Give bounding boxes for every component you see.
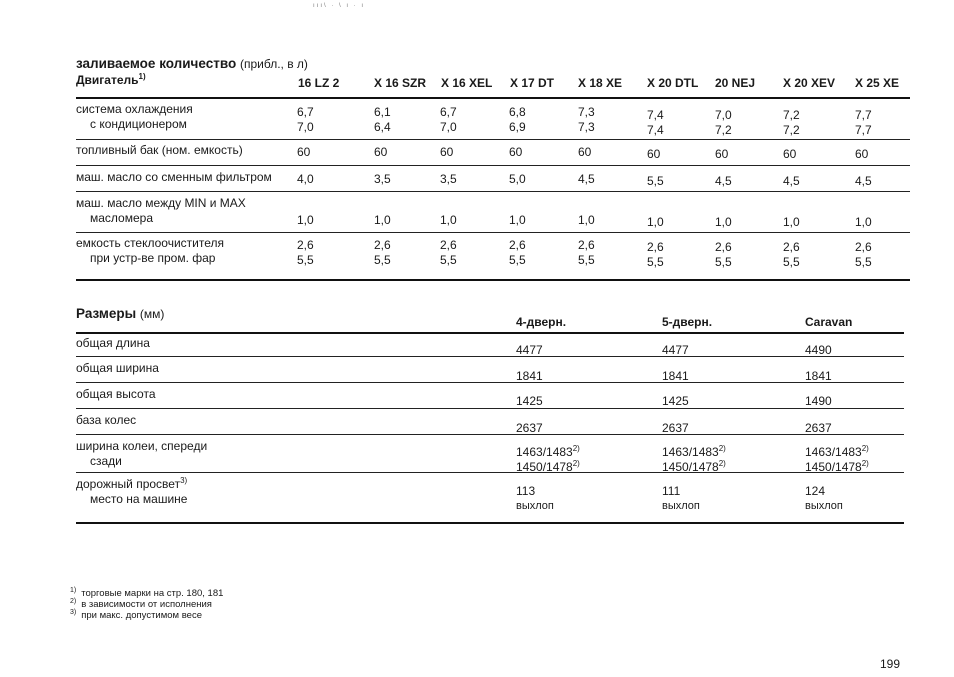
capacity-row-label-line: при устр-ве пром. фар xyxy=(90,250,216,265)
capacity-value xyxy=(440,105,457,135)
dimension-value-line: 1463/1483$^{2)}$ xyxy=(516,444,580,459)
capacity-value xyxy=(578,198,595,228)
capacity-value-line: 7,2 xyxy=(783,108,800,122)
capacity-value-line: 4,5 xyxy=(855,174,872,188)
capacity-title xyxy=(76,56,308,71)
dimension-value-line: выхлоп xyxy=(805,500,843,512)
dimension-row-label-line: общая длина xyxy=(76,336,150,350)
capacity-header-rule xyxy=(76,97,910,99)
dimension-value xyxy=(516,394,543,409)
capacity-value-line: 2,6 xyxy=(647,240,664,254)
capacity-value-line: 1,0 xyxy=(647,215,664,229)
capacity-title-note: (прибл., в л) xyxy=(239,57,308,71)
capacity-value xyxy=(855,174,872,189)
footnote-mark: 1) xyxy=(70,587,77,594)
dimension-row-rule xyxy=(76,356,904,357)
capacity-value-line: 60 xyxy=(297,145,311,159)
capacity-value xyxy=(509,238,526,268)
dimension-value-line: 1425 xyxy=(662,394,689,408)
dimension-row-rule xyxy=(76,434,904,435)
capacity-row-label xyxy=(76,102,193,131)
footnote-text: в зависимости от исполнения xyxy=(81,599,212,610)
dimension-value-line: 1841 xyxy=(516,369,543,383)
capacity-value xyxy=(647,174,664,189)
capacity-value xyxy=(715,108,732,138)
capacity-value-line: 1,0 xyxy=(783,215,800,229)
capacity-value-line: 1,0 xyxy=(440,213,457,227)
dimension-value-ref: 2) xyxy=(572,444,580,453)
capacity-value-line: 5,5 xyxy=(783,255,800,269)
dimension-row-rule xyxy=(76,472,904,473)
dimension-row-label-line: общая высота xyxy=(76,387,156,401)
capacity-value-line: 6,7 xyxy=(440,105,457,119)
capacity-value-line: 6,1 xyxy=(374,105,391,119)
capacity-value xyxy=(297,198,314,228)
dimension-row-label xyxy=(76,413,136,428)
capacity-row-label-line: маш. масло между MIN и MAX xyxy=(76,196,246,210)
capacity-value-line: 1,0 xyxy=(855,215,872,229)
capacity-value-line: 7,0 xyxy=(715,108,732,122)
dimensions-title-note: (мм) xyxy=(139,307,165,321)
capacity-row-label xyxy=(76,196,246,225)
capacity-value-line: 5,5 xyxy=(647,174,664,188)
capacity-value-line: 5,5 xyxy=(297,253,314,267)
capacity-value xyxy=(440,238,457,268)
capacity-value-line xyxy=(578,198,595,213)
capacity-value-line xyxy=(855,200,872,215)
dimension-row-label-line: ширина колеи, спереди xyxy=(76,439,208,453)
dimension-row-label-line: сзади xyxy=(90,453,122,468)
dimension-value-line: 1450/1478$^{2)}$ xyxy=(805,459,869,474)
dimension-header-2: Caravan xyxy=(805,315,853,329)
capacity-value-line: 5,0 xyxy=(509,172,526,186)
scan-mark: ııı\ · \ ı · ı xyxy=(313,3,365,9)
capacity-value xyxy=(578,172,595,187)
capacity-row-label-line: с кондиционером xyxy=(90,116,187,131)
capacity-value-line: 3,5 xyxy=(374,172,391,186)
capacity-value-line: 7,3 xyxy=(578,105,595,119)
capacity-row-label xyxy=(76,170,272,185)
capacity-value-line: 6,7 xyxy=(297,105,314,119)
capacity-value xyxy=(509,172,526,187)
engine-header-x-17-dt: X 17 DT xyxy=(510,76,555,90)
capacity-value xyxy=(647,108,664,138)
capacity-value-line: 60 xyxy=(783,147,797,161)
dimension-value-line: 1463/1483$^{2)}$ xyxy=(805,444,869,459)
capacity-value-line: 5,5 xyxy=(855,255,872,269)
capacity-value xyxy=(440,145,453,160)
capacity-value-line: 6,9 xyxy=(509,120,526,134)
capacity-value xyxy=(855,108,872,138)
capacity-row-label-line: топливный бак (ном. емкость) xyxy=(76,143,243,157)
dimension-value xyxy=(662,445,726,475)
dimension-value-line: 1490 xyxy=(805,394,832,408)
footnote-text: торговые марки на стр. 180, 181 xyxy=(81,588,224,599)
capacity-value-line: 60 xyxy=(374,145,388,159)
capacity-value-line xyxy=(440,198,457,213)
capacity-value xyxy=(374,172,391,187)
dimension-value-line: 2637 xyxy=(805,421,832,435)
capacity-value-line: 5,5 xyxy=(374,253,391,267)
dimension-row-label-line: дорожный просвет$^{3)}$ xyxy=(76,476,188,491)
capacity-value xyxy=(509,145,522,160)
capacity-value-line: 5,5 xyxy=(578,253,595,267)
capacity-value-line: 3,5 xyxy=(440,172,457,186)
dimension-value xyxy=(516,484,554,514)
capacity-value xyxy=(374,238,391,268)
capacity-value-line: 2,6 xyxy=(509,238,526,252)
capacity-value xyxy=(715,240,732,270)
engine-header-x-18-xe: X 18 XE xyxy=(578,76,623,90)
dimension-row-label-line: место на машине xyxy=(90,491,188,506)
dimension-value xyxy=(516,445,580,475)
capacity-value-line: 60 xyxy=(715,147,729,161)
capacity-value xyxy=(509,105,526,135)
dimension-value-ref: 2) xyxy=(718,444,726,453)
dimension-row-label xyxy=(76,387,156,402)
dimension-value xyxy=(662,484,700,514)
capacity-value-line: 7,4 xyxy=(647,108,664,122)
capacity-value-line: 5,5 xyxy=(647,255,664,269)
capacity-value-line: 2,6 xyxy=(440,238,457,252)
capacity-value xyxy=(374,105,391,135)
capacity-value xyxy=(855,147,868,162)
dimension-value-line: выхлоп xyxy=(516,500,554,512)
dimension-value-line: 1841 xyxy=(805,369,832,383)
dimension-value xyxy=(805,484,843,514)
dimension-value-line: 2637 xyxy=(662,421,689,435)
capacity-value xyxy=(374,198,391,228)
engine-header-20-nej: 20 NEJ xyxy=(715,76,756,90)
capacity-value xyxy=(374,145,387,160)
capacity-row-rule xyxy=(76,232,910,233)
capacity-row-label-line: маш. масло со сменным фильтром xyxy=(76,170,272,184)
capacity-value xyxy=(647,147,660,162)
dimension-value-line: 113 xyxy=(516,484,536,498)
capacity-value xyxy=(783,147,796,162)
capacity-value-line: 1,0 xyxy=(578,213,595,227)
dimension-value-line: 1841 xyxy=(662,369,689,383)
capacity-value xyxy=(297,172,314,187)
capacity-value-line: 1,0 xyxy=(509,213,526,227)
footnote-mark: 3) xyxy=(70,609,77,616)
dimension-row-label-line: общая ширина xyxy=(76,361,159,375)
capacity-title-text: заливаемое количество xyxy=(76,56,237,71)
dimension-value-line: 124 xyxy=(805,484,826,498)
dimension-value-line: 1463/1483$^{2)}$ xyxy=(662,444,726,459)
engine-header-label xyxy=(76,73,146,87)
dimension-row-rule xyxy=(76,408,904,409)
capacity-value-line: 60 xyxy=(578,145,592,159)
capacity-value-line: 1,0 xyxy=(297,213,314,227)
dimension-row-label-ref: 3) xyxy=(180,476,188,485)
capacity-row-label xyxy=(76,143,243,158)
capacity-value-line: 7,2 xyxy=(715,123,732,137)
dimension-value xyxy=(805,445,869,475)
capacity-value xyxy=(647,240,664,270)
dimension-row-label xyxy=(76,336,150,351)
dimension-value-ref: 2) xyxy=(718,459,726,468)
capacity-value-line: 2,6 xyxy=(715,240,732,254)
capacity-value xyxy=(783,240,800,270)
capacity-value-line: 7,7 xyxy=(855,108,872,122)
dimension-row-rule xyxy=(76,522,904,524)
dimension-value-line: 4490 xyxy=(805,343,832,357)
dimension-row-rule xyxy=(76,382,904,383)
capacity-value xyxy=(440,198,457,228)
capacity-value xyxy=(509,198,526,228)
capacity-value-line: 6,4 xyxy=(374,120,391,134)
capacity-value-line: 7,7 xyxy=(855,123,872,137)
capacity-row-label xyxy=(76,236,224,265)
capacity-value-line xyxy=(374,198,391,213)
engine-header-x-16-szr: X 16 SZR xyxy=(374,76,427,90)
capacity-value xyxy=(715,200,732,230)
capacity-value-line: 7,2 xyxy=(783,123,800,137)
footnote-text: при макс. допустимом весе xyxy=(81,610,202,621)
dimension-value-ref: 2) xyxy=(861,459,869,468)
capacity-value-line: 7,0 xyxy=(440,120,457,134)
engine-label-ref: 1) xyxy=(138,72,146,81)
capacity-value-line: 2,6 xyxy=(297,238,314,252)
capacity-value xyxy=(578,238,595,268)
engine-header-16-lz-2: 16 LZ 2 xyxy=(298,76,340,90)
capacity-value xyxy=(297,238,314,268)
dimension-value-line: 4477 xyxy=(516,343,543,357)
capacity-value-line: 4,5 xyxy=(578,172,595,186)
capacity-value-line: 1,0 xyxy=(715,215,732,229)
dimension-value-line: 111 xyxy=(662,484,681,498)
capacity-value xyxy=(578,105,595,135)
dimension-value xyxy=(805,394,832,409)
dimension-value-line: выхлоп xyxy=(662,500,700,512)
page-number: 199 xyxy=(880,657,901,671)
engine-label-text: Двигатель xyxy=(76,73,139,87)
engine-header-x-20-xev: X 20 XEV xyxy=(783,76,836,90)
dimension-row-label-line: база колес xyxy=(76,413,137,427)
capacity-value xyxy=(440,172,457,187)
dimension-value-line: 1450/1478$^{2)}$ xyxy=(516,459,580,474)
capacity-value-line: 5,5 xyxy=(440,253,457,267)
engine-header-x-20-dtl: X 20 DTL xyxy=(647,76,699,90)
capacity-value-line: 7,3 xyxy=(578,120,595,134)
dimension-value xyxy=(662,394,689,409)
capacity-value-line xyxy=(509,198,526,213)
capacity-value xyxy=(783,200,800,230)
capacity-value xyxy=(715,147,728,162)
capacity-row-rule xyxy=(76,139,910,140)
capacity-value xyxy=(783,174,800,189)
capacity-value-line: 60 xyxy=(855,147,869,161)
engine-header-x-25-xe: X 25 XE xyxy=(855,76,900,90)
capacity-value-line xyxy=(647,200,664,215)
capacity-value-line: 2,6 xyxy=(374,238,391,252)
capacity-value-line: 60 xyxy=(440,145,454,159)
capacity-value-line xyxy=(783,200,800,215)
capacity-value xyxy=(855,200,872,230)
capacity-row-label-line: система охлаждения xyxy=(76,102,193,116)
capacity-value-line: 5,5 xyxy=(509,253,526,267)
capacity-value-line: 4,0 xyxy=(297,172,314,186)
dimensions-title xyxy=(76,306,164,321)
capacity-value-line: 4,5 xyxy=(783,174,800,188)
capacity-value xyxy=(715,174,732,189)
engine-header-x-16-xel: X 16 XEL xyxy=(441,76,493,90)
capacity-value xyxy=(578,145,591,160)
capacity-value xyxy=(297,105,314,135)
dimension-value-line: 1450/1478$^{2)}$ xyxy=(662,459,726,474)
capacity-row-rule xyxy=(76,191,910,192)
capacity-value-line: 2,6 xyxy=(783,240,800,254)
dimension-value-ref: 2) xyxy=(572,459,580,468)
capacity-value-line: 7,0 xyxy=(297,120,314,134)
capacity-value-line: 60 xyxy=(509,145,523,159)
footnote-mark: 2) xyxy=(70,598,77,605)
dimension-row-label xyxy=(76,361,159,376)
capacity-row-label-line: масломера xyxy=(90,210,154,225)
capacity-row-rule xyxy=(76,165,910,166)
capacity-value-line: 1,0 xyxy=(374,213,391,227)
capacity-value-line: 6,8 xyxy=(509,105,526,119)
footnote xyxy=(70,610,202,622)
dimensions-header-rule xyxy=(76,332,904,334)
capacity-row-label-line: емкость стеклоочистителя xyxy=(76,236,224,250)
capacity-value-line xyxy=(297,198,314,213)
capacity-value-line: 7,4 xyxy=(647,123,664,137)
capacity-value-line: 60 xyxy=(647,147,661,161)
capacity-value xyxy=(783,108,800,138)
dimension-header-1: 5-дверн. xyxy=(662,315,713,329)
capacity-value-line: 2,6 xyxy=(578,238,595,252)
dimension-value-line: 2637 xyxy=(516,421,543,435)
capacity-value xyxy=(647,200,664,230)
dimension-value-line: 1425 xyxy=(516,394,543,408)
capacity-value xyxy=(855,240,872,270)
dimension-row-label xyxy=(76,439,207,468)
dimension-value-ref: 2) xyxy=(861,444,869,453)
capacity-value-line xyxy=(715,200,732,215)
capacity-value xyxy=(297,145,310,160)
dimension-value-line: 4477 xyxy=(662,343,689,357)
capacity-row-rule xyxy=(76,279,910,281)
dimension-row-label xyxy=(76,477,187,506)
capacity-value-line: 2,6 xyxy=(855,240,872,254)
dimensions-title-text: Размеры xyxy=(76,306,137,321)
capacity-value-line: 5,5 xyxy=(715,255,732,269)
dimension-header-0: 4-дверн. xyxy=(516,315,567,329)
capacity-value-line: 4,5 xyxy=(715,174,732,188)
